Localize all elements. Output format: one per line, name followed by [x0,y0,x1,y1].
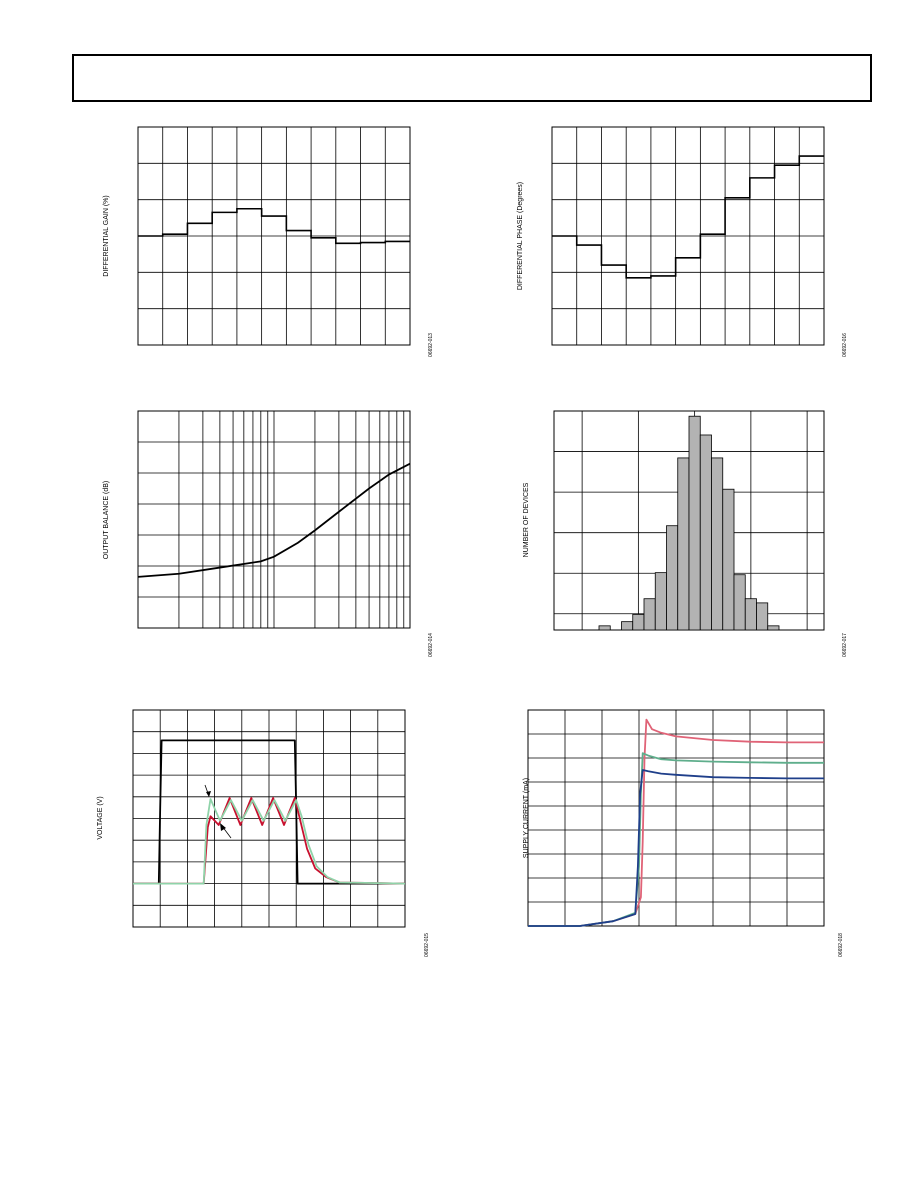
device-histogram-bar [745,599,756,630]
device-histogram-bar [723,489,734,630]
device-histogram-bar [689,416,700,630]
device-histogram-bar [644,599,655,630]
device-histogram-bar [700,435,711,630]
diff-phase-figure-id: 06692-016 [842,333,848,357]
diff-gain-chart [103,127,434,357]
device-histogram-bar [768,626,779,630]
device-histogram-bar [712,458,723,630]
diff-gain-ylabel: DIFFERENTIAL GAIN (%) [103,195,110,277]
output-balance-chart [103,411,434,657]
diff-phase-chart [517,127,848,357]
device-histogram-bar [655,573,666,630]
pulse-response-ylabel: VOLTAGE (V) [97,796,104,840]
diff-phase-ylabel: DIFFERENTIAL PHASE (Degrees) [517,181,524,291]
device-histogram-bar [633,614,644,630]
device-histogram-bar [599,626,610,630]
annotation-arrowhead-1 [206,791,211,797]
supply-current-chart [523,710,844,957]
device-histogram-bar [667,526,678,630]
device-histogram-chart [523,411,848,657]
device-histogram-bar [757,603,768,630]
device-histogram-bar [678,458,689,630]
output-balance-figure-id: 06692-014 [428,633,434,657]
diff-gain-series-line [138,209,410,244]
diff-phase-series-line [552,156,824,278]
device-histogram-bar [734,575,745,630]
device-histogram-ylabel: NUMBER OF DEVICES [523,482,530,558]
diff-gain-figure-id: 06692-013 [428,333,434,357]
supply-current-ylabel: SUPPLY CURRENT (mA) [523,777,530,859]
output-balance-ylabel: OUTPUT BALANCE (dB) [103,480,110,560]
device-histogram-bar [622,622,633,630]
supply-current-figure-id: 06692-018 [838,933,844,957]
pulse-response-figure-id: 06692-015 [424,933,430,957]
device-histogram-figure-id: 06692-017 [842,633,848,657]
pulse-response-chart [97,710,430,957]
